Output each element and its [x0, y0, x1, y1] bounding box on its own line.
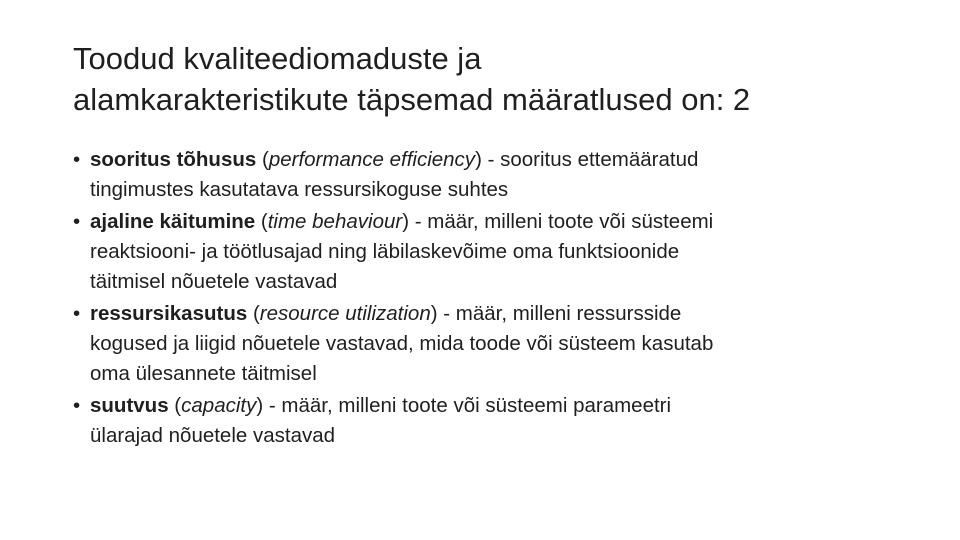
paren-close: ) [430, 302, 438, 325]
bullet-symbol: • [73, 148, 81, 171]
paren-close: ) [402, 210, 410, 233]
bullet-item-time-behaviour [73, 207, 913, 297]
paren-open: ( [168, 394, 182, 417]
bullet-item-performance-efficiency [73, 145, 913, 205]
bullet-english-term: performance efficiency [268, 148, 476, 171]
bullet-term: suutvus [90, 394, 169, 417]
bullet-list [73, 145, 913, 453]
bullet-definition: - sooritus ettemääratud [481, 148, 699, 171]
bullet-definition: - määr, milleni toote või süsteemi [409, 210, 714, 233]
bullet-continuation: oma ülesannete täitmisel [90, 362, 317, 385]
bullet-line [90, 145, 913, 175]
bullet-english-term: resource utilization [259, 302, 431, 325]
bullet-symbol: • [73, 302, 81, 325]
bullet-item-capacity [73, 391, 913, 451]
bullet-continuation: tingimustes kasutatava ressursikoguse suhtes [90, 178, 509, 201]
bullet-term: sooritus tõhusus [90, 148, 257, 171]
bullet-item-resource-utilization [73, 299, 913, 389]
bullet-definition: - määr, milleni toote või süsteemi parameetri [263, 394, 672, 417]
title-line-1: Toodud kvaliteediomaduste ja [73, 41, 482, 76]
bullet-continuation: ülarajad nõuetele vastavad [90, 424, 336, 447]
bullet-term: ajaline käitumine [90, 210, 256, 233]
bullet-term: ressursikasutus [90, 302, 248, 325]
bullet-symbol: • [73, 394, 81, 417]
paren-close: ) [256, 394, 264, 417]
bullet-english-term: capacity [181, 394, 257, 417]
paren-open: ( [247, 302, 260, 325]
title-line-2: alamkarakteristikute täpsemad määratlused on: 2 [73, 82, 751, 117]
slide-title [73, 38, 913, 120]
bullet-definition: - määr, milleni ressursside [437, 302, 682, 325]
bullet-line [90, 391, 913, 421]
bullet-line [90, 299, 913, 329]
bullet-continuation: reaktsiooni- ja töötlusajad ning läbilaskevõime oma funktsioonide [90, 240, 680, 263]
bullet-continuation: täitmisel nõuetele vastavad [90, 270, 338, 293]
bullet-english-term: time behaviour [267, 210, 403, 233]
bullet-continuation: kogused ja liigid nõuetele vastavad, mida toode või süsteem kasutab [90, 332, 714, 355]
paren-close: ) [475, 148, 482, 171]
paren-open: ( [256, 148, 269, 171]
bullet-line [90, 207, 913, 237]
bullet-symbol: • [73, 210, 81, 233]
paren-open: ( [255, 210, 268, 233]
